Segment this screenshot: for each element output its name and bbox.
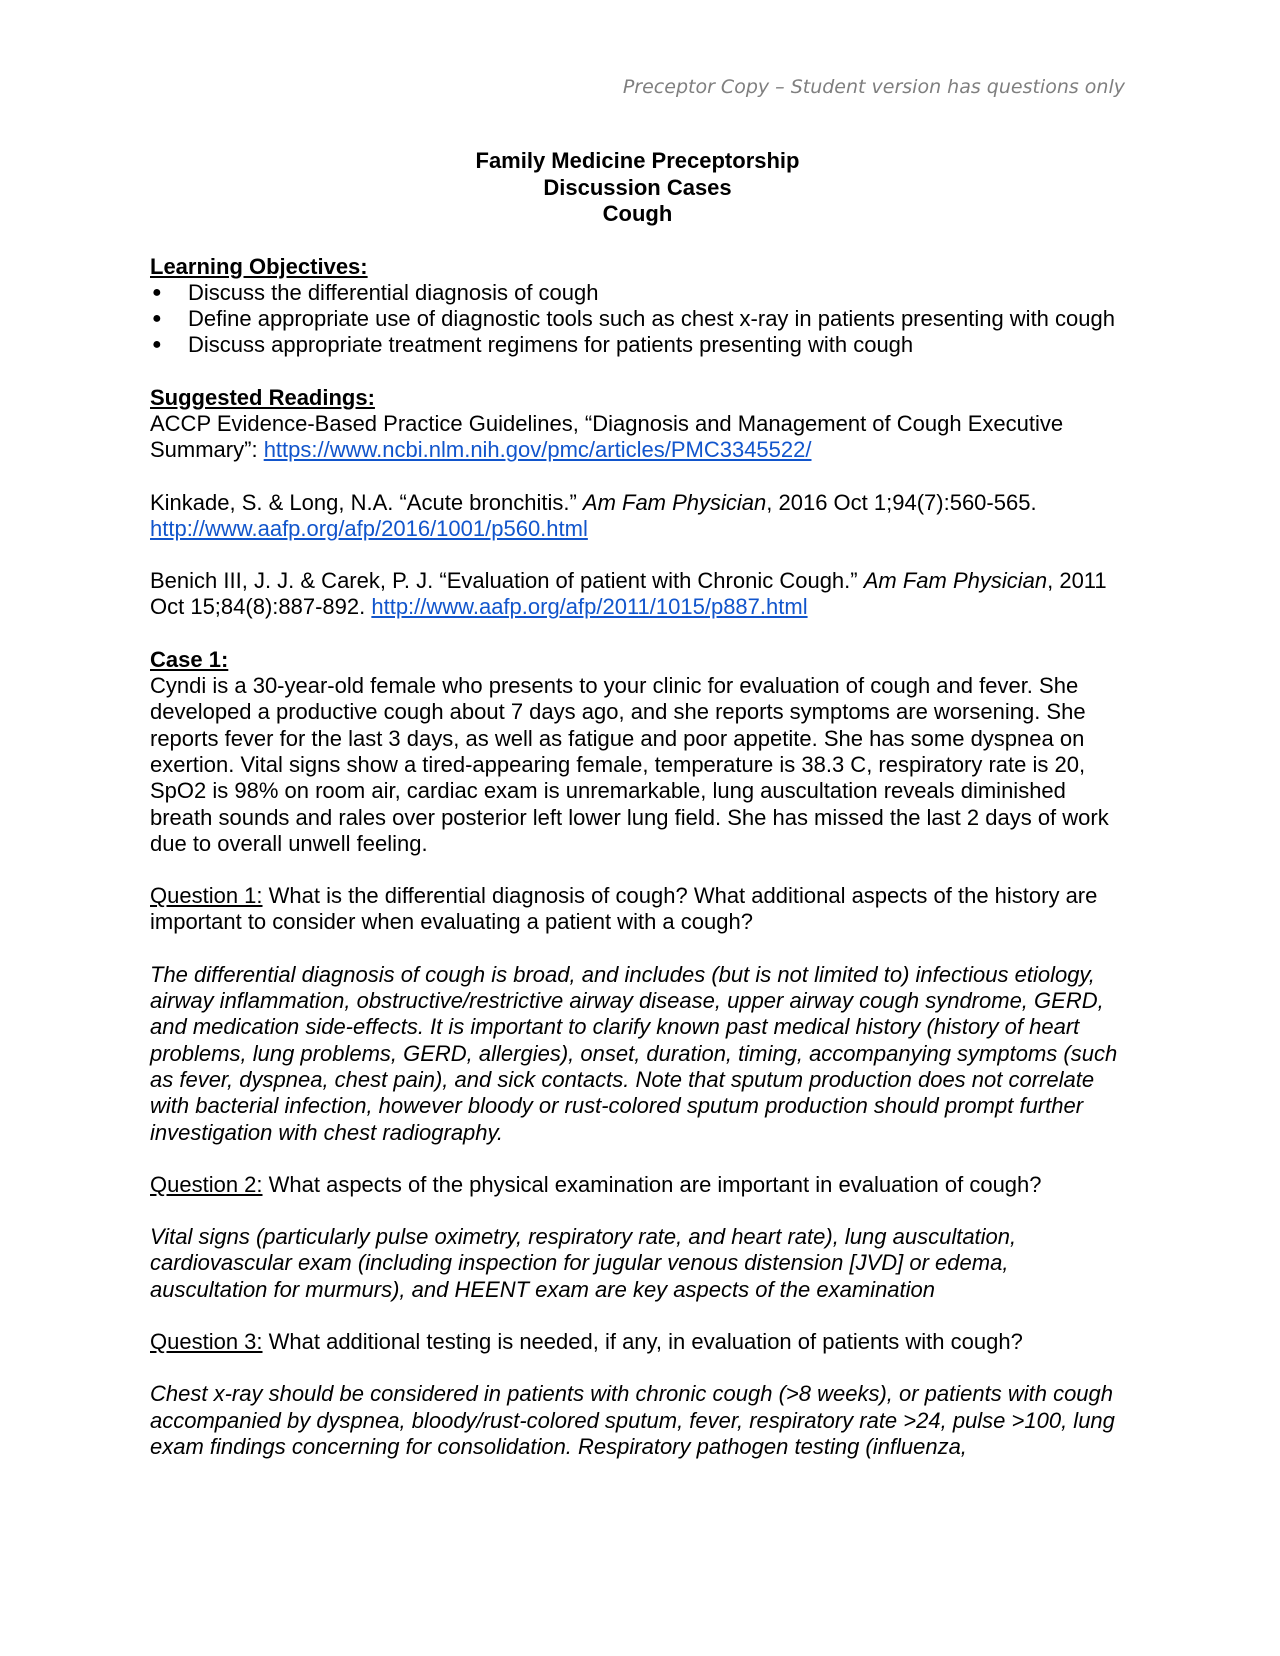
case-1-text: Cyndi is a 30-year-old female who presents to your clinic for evaluation of cough and fever. She developed a productive cough about 7 days ago, and she reports symptoms are worsening. She reports fever for the last 3 days, as well as fatigue and poor appetite. She has some dyspnea on exertion. Vital signs show a tired-appearing female, temperature is 38.3 C, respiratory rate is 20, SpO2 is 98% on room air, cardiac exam is unremarkable, lung auscultation reveals diminished breath sounds and rales over posterior left lower lung field. She has missed the last 2 days of work due to overall unwell feeling. [150, 673, 1109, 856]
answer-1: The differential diagnosis of cough is broad, and includes (but is not limited to) infectious etiology, airway inflammation, obstructive/restrictive airway disease, upper airway cough syndrome, GERD, and medication side-effects. It is important to clarify known past medical history (history of heart problems, lung problems, GERD, allergies), onset, duration, timing, accompanying symptoms (such as fever, dyspnea, chest pain), and sick contacts. Note that sputum production does not correlate with bacterial infection, however bloody or rust-colored sputum production should prompt further investigation with chest radiography. [150, 961, 1118, 1145]
objective-text: Discuss appropriate treatment regimens for patients presenting with cough [188, 332, 914, 358]
reading-1 [150, 411, 1125, 464]
learning-objectives-list [150, 280, 1125, 359]
document-title [150, 148, 1125, 228]
reading-2-journal: Am Fam Physician [582, 489, 767, 515]
objective-item [150, 306, 1125, 332]
reading-3 [150, 568, 1125, 621]
objective-item [150, 280, 1125, 306]
case-1-heading: Case 1: [150, 646, 229, 672]
reading-3-journal: Am Fam Physician [863, 568, 1048, 594]
question-1-text: What is the differential diagnosis of cough? What additional aspects of the history are important to consider when evaluating a patient with a cough? [150, 883, 1098, 935]
title-line-3: Cough [602, 201, 673, 226]
question-3 [150, 1329, 1125, 1355]
question-2-label: Question 2: [150, 1171, 263, 1197]
learning-objectives-heading: Learning Objectives: [150, 253, 368, 279]
suggested-readings-heading: Suggested Readings: [150, 384, 375, 410]
document-body [150, 148, 1125, 1486]
reading-2 [150, 490, 1125, 543]
question-2 [150, 1172, 1125, 1198]
reading-2-citation-end: , 2016 Oct 1;94(7):560-565. [766, 489, 1037, 515]
question-3-text: What additional testing is needed, if any, in evaluation of patients with cough? [262, 1329, 1023, 1354]
reading-3-citation: Benich III, J. J. & Carek, P. J. “Evaluation of patient with Chronic Cough.” [150, 568, 864, 594]
reading-3-link[interactable]: http://www.aafp.org/afp/2011/1015/p887.html [371, 594, 808, 620]
objective-text: Define appropriate use of diagnostic tools such as chest x-ray in patients presenting with cough [188, 306, 1115, 332]
reading-3-citation-end: , 2011 Oct 15;84(8):887-892. [150, 568, 1107, 620]
question-2-text: What aspects of the physical examination are important in evaluation of cough? [262, 1171, 1042, 1197]
answer-3: Chest x-ray should be considered in patients with chronic cough (>8 weeks), or patients with cough accompanied by dyspnea, bloody/rust-colored sputum, fever, respiratory rate >24, pulse >100, lung exam findings concerning for consolidation. Respiratory pathogen testing (influenza, [150, 1381, 1115, 1459]
reading-1-link[interactable]: https://www.ncbi.nlm.nih.gov/pmc/articles/PMC3345522/ [263, 437, 812, 463]
question-1 [150, 883, 1125, 936]
question-1-label: Question 1: [150, 883, 263, 909]
reading-2-citation: Kinkade, S. & Long, N.A. “Acute bronchitis.” [150, 489, 583, 515]
bullet-icon: ● [152, 283, 162, 301]
objective-text: Discuss the differential diagnosis of cough [188, 279, 599, 305]
bullet-icon: ● [152, 336, 162, 354]
preceptor-copy-note: Preceptor Copy – Student version has questions only [622, 76, 1125, 98]
objective-item [150, 332, 1125, 358]
answer-2: Vital signs (particularly pulse oximetry, respiratory rate, and heart rate), lung auscultation, cardiovascular exam (including inspection for jugular venous distension [JVD] or edema, auscultation for murmurs), and HEENT exam are key aspects of the examination [150, 1224, 1017, 1302]
bullet-icon: ● [152, 310, 162, 328]
question-3-label: Question 3: [150, 1329, 263, 1354]
title-line-2: Discussion Cases [543, 174, 732, 200]
title-line-1: Family Medicine Preceptorship [475, 148, 800, 173]
reading-1-citation: ACCP Evidence-Based Practice Guidelines, “Diagnosis and Management of Cough Executive Summary”: [150, 410, 1064, 463]
reading-2-link[interactable]: http://www.aafp.org/afp/2016/1001/p560.html [150, 515, 588, 541]
